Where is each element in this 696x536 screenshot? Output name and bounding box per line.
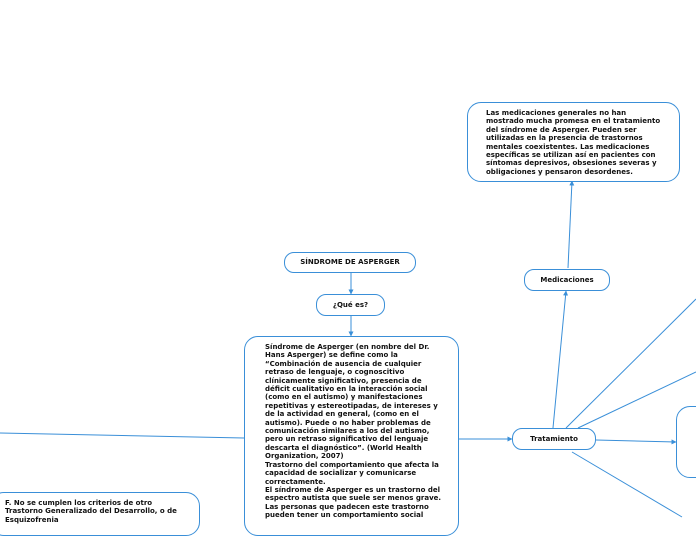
medicaciones-node[interactable] xyxy=(524,269,610,291)
root-node-label: SÍNDROME DE ASPERGER xyxy=(300,258,400,267)
edge-tratamiento-to-offscreen-bottom xyxy=(572,452,682,517)
edge-tratamiento-to-offscreen-top xyxy=(566,299,696,428)
edge-tratamiento-to-medicaciones xyxy=(553,291,566,428)
edge-offscreen-left-to-definicion xyxy=(0,433,244,438)
que-es-node-label: ¿Qué es? xyxy=(332,300,369,309)
tratamiento-node[interactable] xyxy=(512,428,596,450)
definicion-node[interactable] xyxy=(244,336,459,536)
tratamiento-node-label: Tratamiento xyxy=(530,434,578,443)
edge-medicaciones-to-detalle xyxy=(568,181,572,268)
que-es-node[interactable] xyxy=(316,294,385,316)
offscreen-right-node[interactable] xyxy=(676,406,696,478)
edge-tratamiento-to-offscreen-right xyxy=(596,440,676,442)
criterio-f-text: F. No se cumplen los criterios de otro Trastorno Generalizado del Desarrollo, o de Esquizofrenia xyxy=(5,499,177,524)
medicaciones-detalle-text: Las medicaciones generales no han mostrado mucha promesa en el tratamiento del síndrome de Asperger. Pueden ser utilizadas en la presencia de trastornos mentales coexistentes. Las medicaciones específicas se utilizan así en pacientes con síntomas depresivos, obsesiones severas y obligaciones y pensaron desordenes. xyxy=(486,109,661,176)
criterio-f-node[interactable] xyxy=(0,492,200,536)
medicaciones-node-label: Medicaciones xyxy=(540,275,594,284)
definicion-text: Síndrome de Asperger (en nombre del Dr. Hans Asperger) se define como la “Combinación de ausencia de cualquier retraso de lenguaje, o cognoscitivo clínicamente significativo, presencia de déficit cualitativo en la interacción social (como en el autismo) y manifestaciones repetitivas y estereotipadas, de intereses y de la actividad en general, (como en el autismo). Puede o no haber problemas de comunicación similares a los del autismo, pero un retraso significativo del lenguaje descarta el diagnóstico”. (World Health Organization, 2007) Trastorno del comportamiento que afecta la capacidad de socializar y comunicarse correctamente. El síndrome de Asperger es un trastorno del espectro autista que suele ser menos grave. Las personas que padecen este trastorno pueden tener un comportamiento social xyxy=(265,343,442,520)
root-node[interactable] xyxy=(284,252,416,273)
medicaciones-detalle-node[interactable] xyxy=(467,102,680,182)
